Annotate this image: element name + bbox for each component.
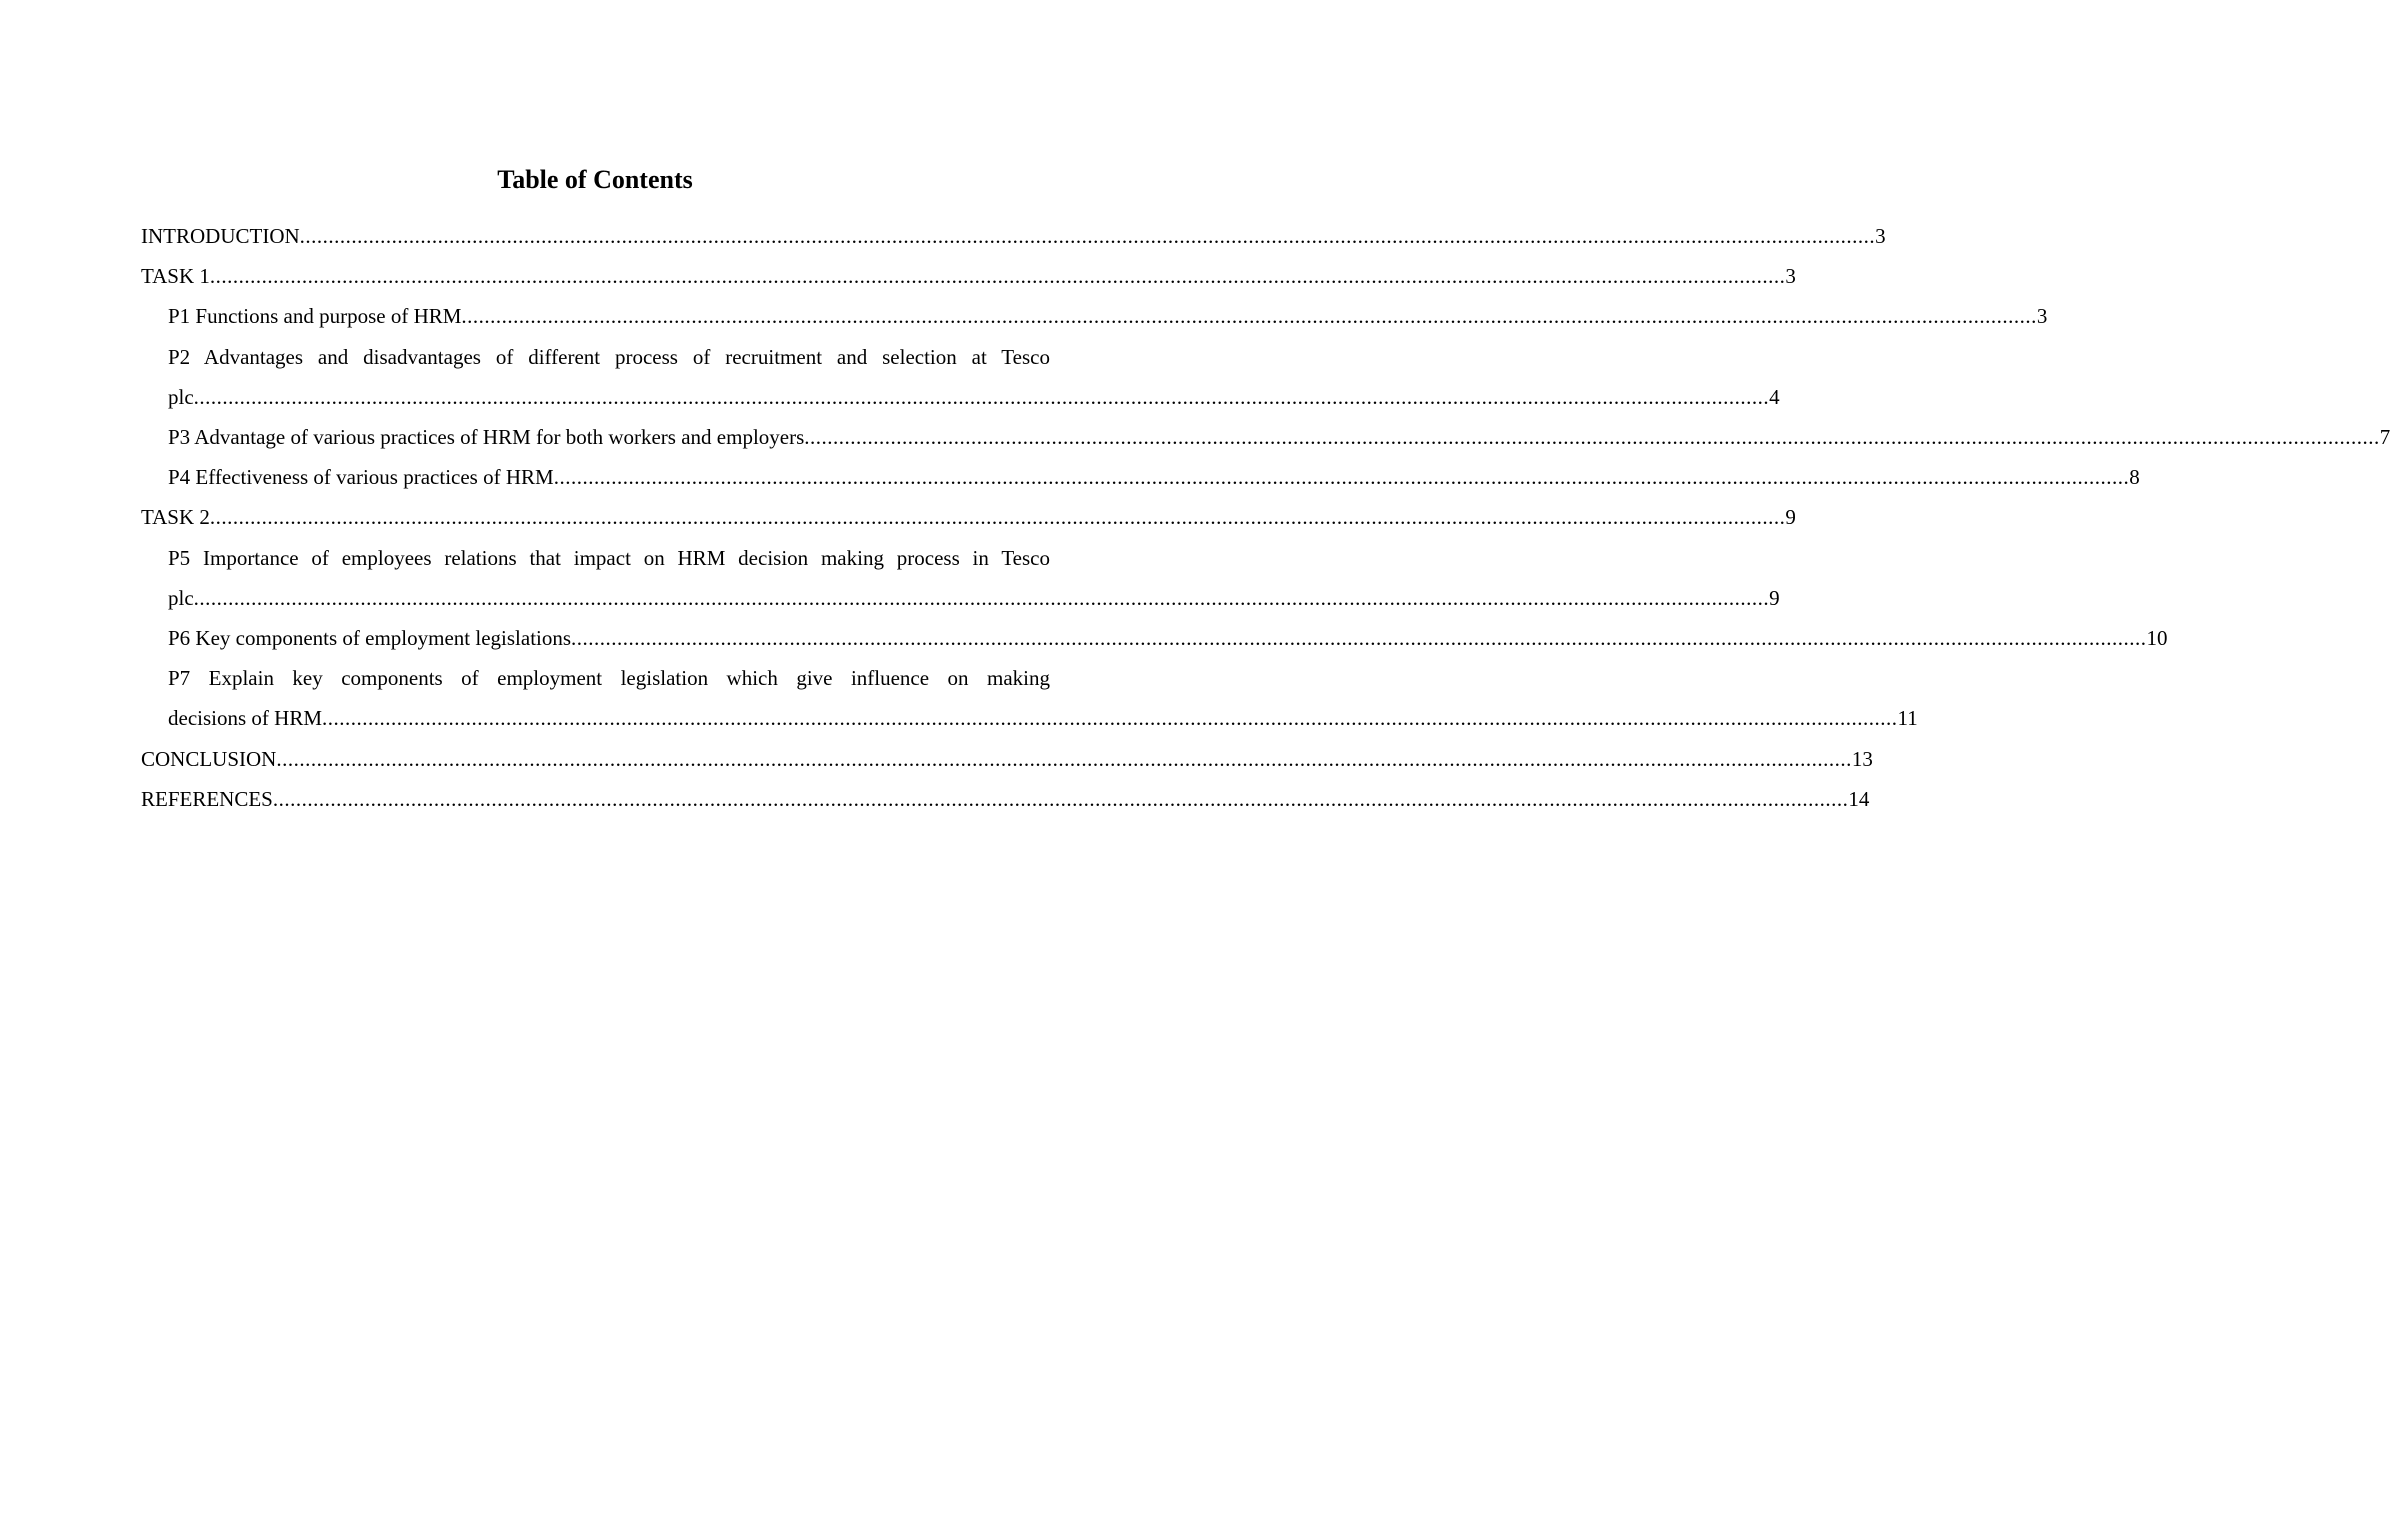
- toc-entry-p7[interactable]: [168, 658, 1918, 738]
- toc-entry-page: 13: [1851, 746, 1873, 771]
- toc-entry-label: P4 Effectiveness of various practices of HRM: [168, 465, 554, 490]
- toc-entry-label-line-1: P5 Importance of employees relations that impact on HRM decision making process in Tesco: [168, 545, 1050, 570]
- toc-entry-task-1[interactable]: [141, 256, 1796, 296]
- toc-entry-p2[interactable]: [168, 337, 1780, 417]
- toc-entry-conclusion[interactable]: [141, 739, 1873, 779]
- toc-entry-page: 8: [2129, 465, 2140, 490]
- toc-entry-label: decisions of HRM: [168, 706, 322, 731]
- toc-leader-dots: ..................................................................................................................................................................................................................................................................................: [571, 626, 2147, 651]
- toc-entry-page: 3: [1875, 224, 1886, 248]
- toc-entry-label: REFERENCES: [141, 786, 273, 811]
- toc-entry-p4[interactable]: [168, 457, 2140, 497]
- toc-entry-label: P1 Functions and purpose of HRM: [168, 304, 462, 329]
- toc-title: Table of Contents: [497, 165, 693, 194]
- toc-leader-dots: ..................................................................................................................................................................................................................................................................................: [193, 585, 1770, 610]
- toc-entry-label-line-1: P7 Explain key components of employment legislation which give influence on making: [168, 666, 1050, 691]
- toc-list: [141, 216, 2390, 819]
- toc-leader-dots: ..................................................................................................................................................................................................................................................................................: [209, 264, 1786, 289]
- toc-entry-label: TASK 2: [141, 505, 210, 530]
- toc-entry-label: plc: [168, 585, 194, 610]
- toc-entry-task-2[interactable]: [141, 497, 1796, 537]
- toc-entry-page: 10: [2146, 626, 2168, 651]
- toc-entry-label: P6 Key components of employment legislations: [168, 626, 572, 651]
- toc-entry-page: 4: [1769, 384, 1780, 409]
- toc-leader-dots: ..................................................................................................................................................................................................................................................................................: [553, 465, 2130, 490]
- toc-entry-page: 9: [1769, 585, 1780, 610]
- toc-entry-references[interactable]: [141, 779, 1870, 819]
- toc-entry-label: INTRODUCTION: [141, 224, 300, 248]
- toc-entry-p5[interactable]: [168, 538, 1780, 618]
- toc-leader-dots: ..................................................................................................................................................................................................................................................................................: [804, 425, 2380, 450]
- toc-entry-label-line-1: P2 Advantages and disadvantages of different process of recruitment and selection at Tesco: [168, 344, 1050, 369]
- toc-entry-p1[interactable]: [168, 296, 2048, 336]
- toc-entry-page: 3: [2036, 304, 2048, 329]
- toc-leader-dots: ..................................................................................................................................................................................................................................................................................: [322, 706, 1898, 731]
- toc-leader-dots: ..................................................................................................................................................................................................................................................................................: [461, 304, 2037, 329]
- toc-leader-dots: ..................................................................................................................................................................................................................................................................................: [209, 505, 1786, 530]
- toc-entry-page: 14: [1848, 786, 1870, 811]
- toc-leader-dots: ..................................................................................................................................................................................................................................................................................: [299, 224, 1876, 248]
- toc-entry-p3[interactable]: [168, 417, 2390, 457]
- toc-entry-label: P3 Advantage of various practices of HRM for both workers and employers: [168, 425, 805, 450]
- toc-entry-label: plc: [168, 384, 194, 409]
- toc-entry-label: TASK 1: [141, 264, 210, 289]
- toc-entry-introduction[interactable]: [141, 216, 1886, 256]
- toc-entry-page: 3: [1785, 264, 1796, 289]
- toc-entry-label: CONCLUSION: [141, 746, 277, 771]
- toc-entry-p6[interactable]: [168, 618, 2168, 658]
- toc-leader-dots: ..................................................................................................................................................................................................................................................................................: [193, 384, 1770, 409]
- toc-leader-dots: ..................................................................................................................................................................................................................................................................................: [272, 786, 1849, 811]
- toc-leader-dots: ..................................................................................................................................................................................................................................................................................: [276, 746, 1852, 771]
- toc-entry-page: 11: [1897, 706, 1918, 731]
- toc-entry-page: 7: [2379, 425, 2390, 450]
- toc-entry-page: 9: [1785, 505, 1796, 530]
